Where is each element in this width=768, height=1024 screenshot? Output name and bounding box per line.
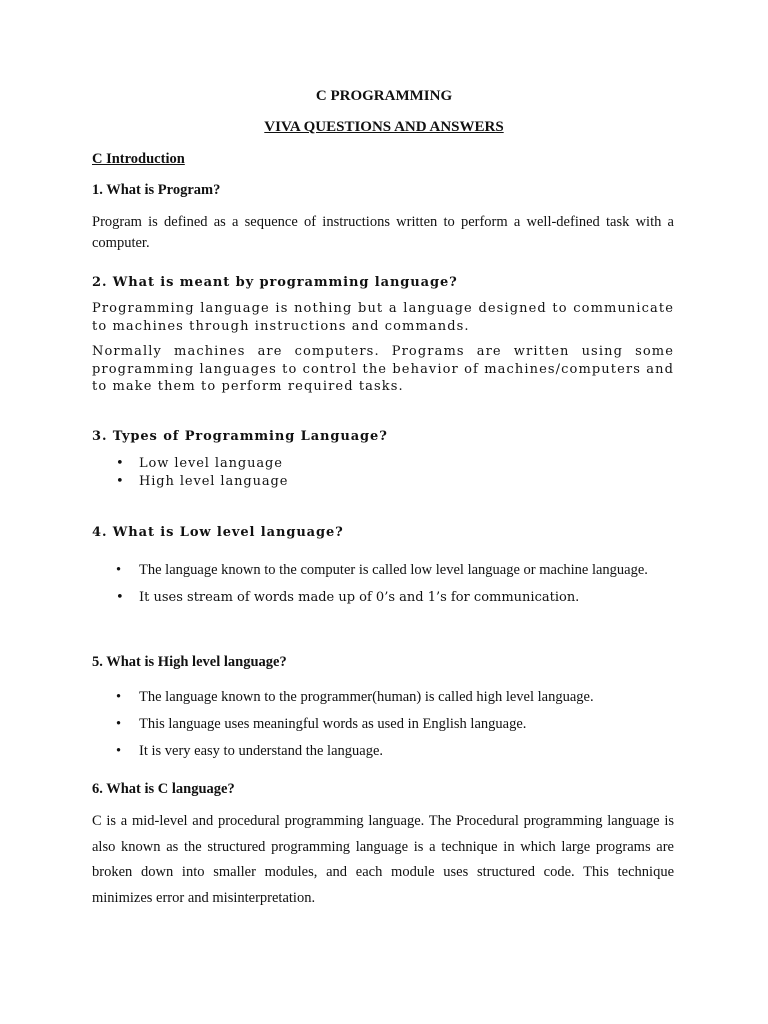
q3-question: 3. Types of Programming Language? xyxy=(92,429,388,444)
q1-answer: Program is defined as a sequence of instructions written to perform a well-defined task with a computer. xyxy=(92,214,674,251)
bullet-glyph: • xyxy=(116,562,122,578)
q6-answer: C is a mid-level and procedural programming language. The Procedural programming language is also known as the structured programming language is a technique in which large programs are broken down into smaller modules, and each module uses structured code. This technique minimizes error and misinterpretation. xyxy=(92,813,674,906)
q6-question: 6. What is C language? xyxy=(92,781,235,797)
q2-question: 2. What is meant by programming language? xyxy=(92,275,458,290)
q2-answer-1: Programming language is nothing but a language designed to communicate to machines through instructions and commands. xyxy=(92,301,674,334)
bullet-glyph: • xyxy=(116,716,122,732)
section-heading: C Introduction xyxy=(92,151,185,167)
list-item: • It uses stream of words made up of 0’s and 1’s for communication. xyxy=(92,584,674,612)
q1-question: 1. What is Program? xyxy=(92,182,221,198)
list-item: • Low level language xyxy=(116,456,283,471)
bullet-glyph: • xyxy=(116,689,122,705)
bullet-glyph: • xyxy=(116,743,122,759)
list-item: • This language uses meaningful words as used in English language. xyxy=(92,711,674,738)
list-item: • It is very easy to understand the language. xyxy=(92,738,674,765)
list-item: • The language known to the computer is called low level language or machine language. xyxy=(92,556,674,584)
bullet-glyph: • xyxy=(116,474,125,489)
document-title: C PROGRAMMING xyxy=(315,88,453,104)
bullet-glyph: • xyxy=(116,456,125,471)
q2-answer-2: Normally machines are computers. Programs are written using some programming languages to control the behavior of machines/computers and to make them to perform required tasks. xyxy=(92,344,674,394)
q5-question: 5. What is High level language? xyxy=(92,654,287,670)
document-subtitle: VIVA QUESTIONS AND ANSWERS xyxy=(264,119,504,135)
q3-list xyxy=(92,455,674,491)
q4-question: 4. What is Low level language? xyxy=(92,525,344,540)
list-item: • The language known to the programmer(human) is called high level language. xyxy=(92,684,674,711)
q4-list xyxy=(92,556,674,612)
q5-list xyxy=(92,684,674,765)
bullet-glyph: • xyxy=(116,590,124,605)
list-item: • High level language xyxy=(116,474,289,489)
